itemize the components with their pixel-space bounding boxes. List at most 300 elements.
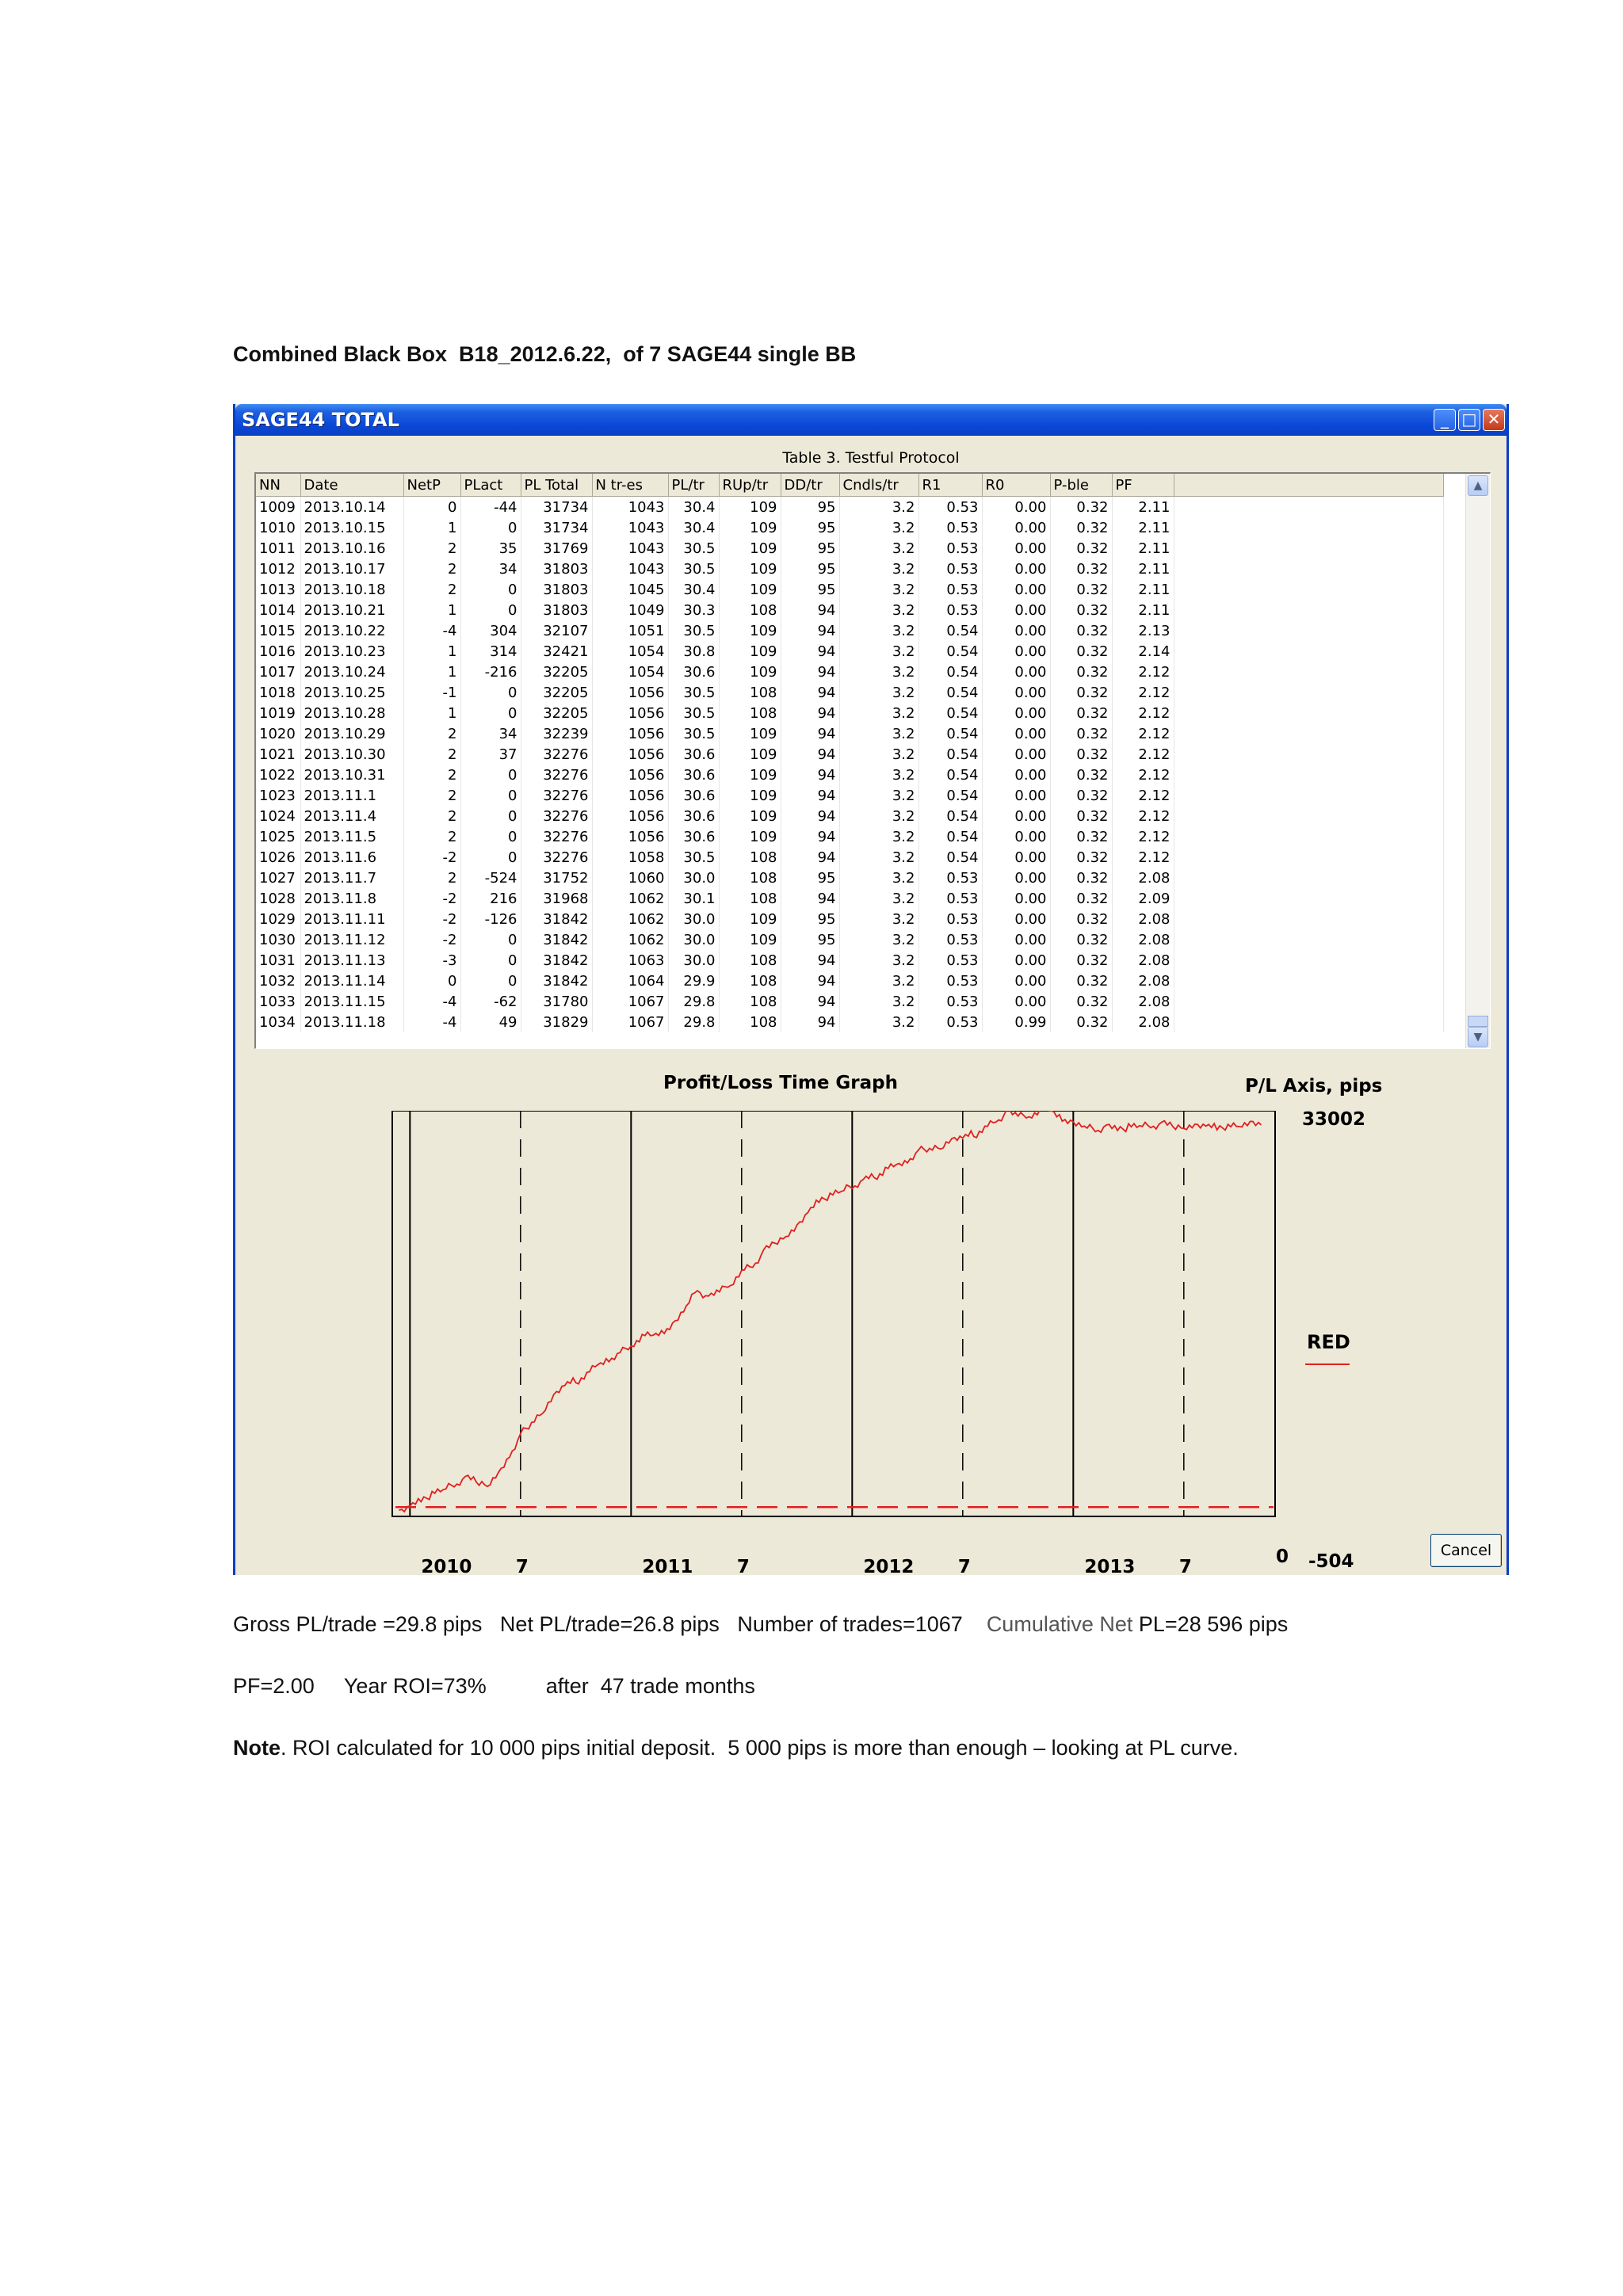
table-cell-filler <box>1174 682 1443 703</box>
table-cell: 94 <box>781 600 839 620</box>
table-cell-filler <box>1174 991 1443 1012</box>
table-cell-filler <box>1174 703 1443 723</box>
table-row[interactable] <box>256 806 1443 826</box>
table-cell: 0 <box>460 703 521 723</box>
table-cell: 2.12 <box>1112 847 1174 868</box>
table-cell: 2013.10.15 <box>300 517 403 538</box>
table-cell: 2.11 <box>1112 600 1174 620</box>
table-cell: 31842 <box>521 909 592 929</box>
table-cell: 2 <box>403 806 460 826</box>
table-cell: 94 <box>781 703 839 723</box>
table-cell: 0.32 <box>1050 620 1112 641</box>
column-header[interactable]: P-ble <box>1050 474 1112 497</box>
table-cell: 1033 <box>256 991 300 1012</box>
table-cell: 0.32 <box>1050 971 1112 991</box>
table-cell: 109 <box>719 806 781 826</box>
table-cell: 2.08 <box>1112 868 1174 888</box>
table-cell: 0.54 <box>918 744 982 765</box>
table-cell: 2.14 <box>1112 641 1174 662</box>
table-cell: 1056 <box>592 785 668 806</box>
table-row[interactable] <box>256 723 1443 744</box>
table-row[interactable] <box>256 929 1443 950</box>
table-cell-filler <box>1174 868 1443 888</box>
table-cell: 1023 <box>256 785 300 806</box>
table-cell: 3.2 <box>839 909 918 929</box>
table-cell: 30.5 <box>668 538 719 559</box>
table-cell: 2013.10.31 <box>300 765 403 785</box>
protocol-table[interactable] <box>254 472 1491 1049</box>
table-cell: 0.32 <box>1050 847 1112 868</box>
window-titlebar[interactable] <box>235 404 1507 436</box>
table-cell: 0 <box>460 847 521 868</box>
column-header[interactable]: Date <box>300 474 403 497</box>
column-header[interactable]: PL Total <box>521 474 592 497</box>
table-cell: 1056 <box>592 682 668 703</box>
table-cell: 2 <box>403 785 460 806</box>
table-cell: 30.8 <box>668 641 719 662</box>
table-row[interactable] <box>256 785 1443 806</box>
table-cell: 3.2 <box>839 847 918 868</box>
scroll-up-icon[interactable]: ▲ <box>1468 475 1488 496</box>
table-cell: 1013 <box>256 579 300 600</box>
table-cell: 0 <box>460 806 521 826</box>
table-cell: 2.08 <box>1112 929 1174 950</box>
table-cell: 0.32 <box>1050 744 1112 765</box>
table-cell: 3.2 <box>839 785 918 806</box>
table-cell: 0.99 <box>982 1012 1050 1032</box>
table-cell: 30.0 <box>668 950 719 971</box>
chart-title: Profit/Loss Time Graph <box>663 1073 899 1093</box>
column-header-filler <box>1174 474 1443 497</box>
table-cell: 32205 <box>521 703 592 723</box>
table-row[interactable] <box>256 1012 1443 1032</box>
table-row[interactable] <box>256 744 1443 765</box>
table-cell: 0.00 <box>982 517 1050 538</box>
table-cell: 2013.10.30 <box>300 744 403 765</box>
table-cell: 2013.11.4 <box>300 806 403 826</box>
table-row[interactable] <box>256 579 1443 600</box>
table-row[interactable] <box>256 826 1443 847</box>
table-cell: 32276 <box>521 785 592 806</box>
table-cell: 0.32 <box>1050 559 1112 579</box>
table-cell: 2013.11.18 <box>300 1012 403 1032</box>
table-cell: 2.12 <box>1112 723 1174 744</box>
table-cell: 0 <box>460 765 521 785</box>
table-cell-filler <box>1174 765 1443 785</box>
table-cell: 2 <box>403 744 460 765</box>
table-cell: 0.54 <box>918 620 982 641</box>
table-cell: 109 <box>719 744 781 765</box>
table-cell: 0.53 <box>918 888 982 909</box>
table-cell: 1024 <box>256 806 300 826</box>
table-cell: 94 <box>781 641 839 662</box>
table-cell: 3.2 <box>839 971 918 991</box>
table-cell: 1056 <box>592 806 668 826</box>
table-cell: 94 <box>781 620 839 641</box>
note-line <box>233 1736 1239 1760</box>
table-cell: 2.12 <box>1112 806 1174 826</box>
table-cell: 94 <box>781 950 839 971</box>
table-cell: 1067 <box>592 1012 668 1032</box>
scroll-down-icon[interactable]: ▼ <box>1468 1027 1488 1047</box>
table-cell: 3.2 <box>839 950 918 971</box>
table-cell: 0.54 <box>918 682 982 703</box>
table-cell: 1045 <box>592 579 668 600</box>
table-cell: 109 <box>719 538 781 559</box>
column-header[interactable]: R1 <box>918 474 982 497</box>
table-cell: 94 <box>781 826 839 847</box>
cancel-button[interactable]: Cancel <box>1430 1534 1502 1567</box>
x-tick-label: 7 <box>957 1557 971 1577</box>
table-cell: 0.32 <box>1050 723 1112 744</box>
x-tick-label: 7 <box>515 1557 529 1577</box>
table-cell: 3.2 <box>839 497 918 518</box>
table-cell: 95 <box>781 517 839 538</box>
table-cell: 30.6 <box>668 744 719 765</box>
table-cell: 0.00 <box>982 600 1050 620</box>
table-cell: 0.00 <box>982 682 1050 703</box>
table-cell: 0.00 <box>982 538 1050 559</box>
table-scrollbar[interactable] <box>1465 474 1490 1048</box>
table-row[interactable] <box>256 909 1443 929</box>
table-cell: 3.2 <box>839 991 918 1012</box>
table-cell: 3.2 <box>839 765 918 785</box>
table-cell: 0.00 <box>982 991 1050 1012</box>
table-row[interactable] <box>256 971 1443 991</box>
table-cell: 109 <box>719 641 781 662</box>
table-cell: 0.32 <box>1050 888 1112 909</box>
table-cell: 1027 <box>256 868 300 888</box>
table-cell: 0.00 <box>982 929 1050 950</box>
table-cell: 95 <box>781 579 839 600</box>
table-cell: 1043 <box>592 559 668 579</box>
table-cell: 1064 <box>592 971 668 991</box>
table-row[interactable] <box>256 641 1443 662</box>
table-row[interactable] <box>256 620 1443 641</box>
table-cell: 0 <box>403 497 460 518</box>
table-cell: 1062 <box>592 909 668 929</box>
table-caption: Table 3. Testful Protocol <box>782 449 960 467</box>
table-cell: 0 <box>460 929 521 950</box>
x-tick-label: 7 <box>1178 1557 1192 1577</box>
table-cell: 31734 <box>521 517 592 538</box>
table-cell: 29.9 <box>668 971 719 991</box>
table-cell-filler <box>1174 641 1443 662</box>
column-header[interactable]: NetP <box>403 474 460 497</box>
table-cell: 2013.11.12 <box>300 929 403 950</box>
table-cell: 2 <box>403 826 460 847</box>
table-cell: 1043 <box>592 538 668 559</box>
cumulative-label: Cumulative Net <box>986 1612 1139 1636</box>
table-cell: 3.2 <box>839 682 918 703</box>
table-cell: 0.00 <box>982 662 1050 682</box>
table-cell: 0.00 <box>982 620 1050 641</box>
table-cell: 3.2 <box>839 806 918 826</box>
x-tick-label: 7 <box>736 1557 750 1577</box>
table-cell: 109 <box>719 929 781 950</box>
table-cell: 94 <box>781 785 839 806</box>
table-cell: -2 <box>403 909 460 929</box>
table-cell: 0 <box>403 971 460 991</box>
table-cell: 3.2 <box>839 723 918 744</box>
table-cell: 1058 <box>592 847 668 868</box>
table-cell: 0.00 <box>982 744 1050 765</box>
table-cell: 1010 <box>256 517 300 538</box>
table-cell: 0.00 <box>982 909 1050 929</box>
maximize-icon[interactable]: □ <box>1458 409 1480 431</box>
table-cell: 0.32 <box>1050 579 1112 600</box>
table-cell-filler <box>1174 662 1443 682</box>
table-cell: 304 <box>460 620 521 641</box>
table-cell: 0.00 <box>982 826 1050 847</box>
table-cell: 1051 <box>592 620 668 641</box>
table-cell: 1031 <box>256 950 300 971</box>
table-cell: 1014 <box>256 600 300 620</box>
column-header[interactable]: Cndls/tr <box>839 474 918 497</box>
table-cell: 2013.11.11 <box>300 909 403 929</box>
table-cell: 2013.10.22 <box>300 620 403 641</box>
table-cell: 108 <box>719 971 781 991</box>
table-cell: 2 <box>403 538 460 559</box>
table-cell: 0.53 <box>918 971 982 991</box>
pl-chart <box>386 1111 1277 1523</box>
table-cell: 0.00 <box>982 971 1050 991</box>
table-row[interactable] <box>256 682 1443 703</box>
table-cell: 0.53 <box>918 1012 982 1032</box>
table-row[interactable] <box>256 847 1443 868</box>
table-cell-filler <box>1174 620 1443 641</box>
table-cell: 1032 <box>256 971 300 991</box>
table-cell: 3.2 <box>839 620 918 641</box>
table-cell: 1056 <box>592 744 668 765</box>
column-header[interactable]: RUp/tr <box>719 474 781 497</box>
column-header[interactable]: N tr-es <box>592 474 668 497</box>
table-cell: 1022 <box>256 765 300 785</box>
table-cell-filler <box>1174 806 1443 826</box>
table-row[interactable] <box>256 600 1443 620</box>
table-cell: 30.6 <box>668 806 719 826</box>
table-cell: 0 <box>460 971 521 991</box>
table-cell-filler <box>1174 847 1443 868</box>
table-cell: 37 <box>460 744 521 765</box>
table-cell: 94 <box>781 723 839 744</box>
table-cell: 3.2 <box>839 579 918 600</box>
table-cell: 2.12 <box>1112 682 1174 703</box>
table-cell: 109 <box>719 765 781 785</box>
table-row[interactable] <box>256 703 1443 723</box>
table-cell: 31803 <box>521 559 592 579</box>
table-cell: 0.32 <box>1050 806 1112 826</box>
table-cell: 0.32 <box>1050 868 1112 888</box>
table-cell-filler <box>1174 1012 1443 1032</box>
table-cell: 0.54 <box>918 806 982 826</box>
table-cell: 94 <box>781 744 839 765</box>
table-cell: 2013.11.7 <box>300 868 403 888</box>
sage44-window <box>233 404 1509 1575</box>
table-cell: 0.00 <box>982 888 1050 909</box>
table-cell: 2.08 <box>1112 950 1174 971</box>
table-row[interactable] <box>256 868 1443 888</box>
table-cell: 31968 <box>521 888 592 909</box>
table-cell: 32239 <box>521 723 592 744</box>
column-header[interactable]: PL/tr <box>668 474 719 497</box>
table-cell: -4 <box>403 991 460 1012</box>
window-title: SAGE44 TOTAL <box>242 409 399 431</box>
table-cell: 3.2 <box>839 703 918 723</box>
table-cell: 95 <box>781 909 839 929</box>
x-tick-label: 2011 <box>642 1557 693 1577</box>
table-cell: 3.2 <box>839 641 918 662</box>
table-cell: 0 <box>460 785 521 806</box>
table-cell: 31842 <box>521 950 592 971</box>
table-cell: -1 <box>403 682 460 703</box>
y-max-label: 33002 <box>1302 1109 1366 1130</box>
table-row[interactable] <box>256 497 1443 518</box>
table-cell: -3 <box>403 950 460 971</box>
table-cell: 2013.10.23 <box>300 641 403 662</box>
table-cell: 109 <box>719 662 781 682</box>
column-header[interactable]: NN <box>256 474 300 497</box>
table-cell-filler <box>1174 579 1443 600</box>
table-cell: 30.5 <box>668 703 719 723</box>
table-cell: 2013.11.14 <box>300 971 403 991</box>
legend-line <box>1305 1363 1350 1365</box>
table-cell: 2013.11.15 <box>300 991 403 1012</box>
column-header[interactable]: PLact <box>460 474 521 497</box>
table-cell: 31842 <box>521 929 592 950</box>
table-cell: 94 <box>781 991 839 1012</box>
table-cell: 31803 <box>521 600 592 620</box>
table-cell: 30.6 <box>668 662 719 682</box>
table-cell: 1 <box>403 703 460 723</box>
table-cell: -2 <box>403 888 460 909</box>
table-row[interactable] <box>256 888 1443 909</box>
table-cell: 30.4 <box>668 497 719 518</box>
table-row[interactable] <box>256 950 1443 971</box>
table-row[interactable] <box>256 662 1443 682</box>
table-cell: 0.32 <box>1050 600 1112 620</box>
table-cell: 2013.10.16 <box>300 538 403 559</box>
table-cell: 0.53 <box>918 559 982 579</box>
table-cell: 32276 <box>521 744 592 765</box>
table-cell: 31803 <box>521 579 592 600</box>
table-cell: 1043 <box>592 517 668 538</box>
table-cell: 1056 <box>592 703 668 723</box>
table-cell: -2 <box>403 847 460 868</box>
table-cell-filler <box>1174 723 1443 744</box>
table-cell: 2013.11.13 <box>300 950 403 971</box>
table-cell: 1043 <box>592 497 668 518</box>
table-cell: 1054 <box>592 662 668 682</box>
table-cell: 94 <box>781 682 839 703</box>
table-cell: 0.54 <box>918 785 982 806</box>
table-cell: 109 <box>719 723 781 744</box>
table-cell: 31769 <box>521 538 592 559</box>
table-row[interactable] <box>256 991 1443 1012</box>
table-cell: 34 <box>460 559 521 579</box>
table-cell: 2.11 <box>1112 559 1174 579</box>
gross-net-text: Gross PL/trade =29.8 pips Net PL/trade=26.8 pips Number of trades=1067 <box>233 1612 987 1636</box>
table-cell: 0.00 <box>982 785 1050 806</box>
table-cell: 0.00 <box>982 950 1050 971</box>
column-header[interactable]: PF <box>1112 474 1174 497</box>
table-row[interactable] <box>256 559 1443 579</box>
table-cell: 108 <box>719 1012 781 1032</box>
close-icon[interactable]: ✕ <box>1483 409 1505 431</box>
table-cell: 2.12 <box>1112 826 1174 847</box>
table-cell-filler <box>1174 744 1443 765</box>
table-cell: 30.4 <box>668 579 719 600</box>
table-cell: 108 <box>719 682 781 703</box>
table-row[interactable] <box>256 538 1443 559</box>
column-header[interactable]: R0 <box>982 474 1050 497</box>
table-cell: 109 <box>719 826 781 847</box>
table-cell: 109 <box>719 517 781 538</box>
table-cell: 94 <box>781 888 839 909</box>
table-cell: 0.54 <box>918 662 982 682</box>
table-cell: 32421 <box>521 641 592 662</box>
table-cell: 0.32 <box>1050 538 1112 559</box>
table-cell-filler <box>1174 600 1443 620</box>
table-cell: 94 <box>781 1012 839 1032</box>
table-cell: 0 <box>460 517 521 538</box>
table-cell: 1 <box>403 662 460 682</box>
table-cell: 34 <box>460 723 521 744</box>
table-cell: 0.54 <box>918 826 982 847</box>
table-cell: -4 <box>403 620 460 641</box>
summary-line-2: PF=2.00 Year ROI=73% after 47 trade months <box>233 1674 755 1698</box>
table-cell: 1 <box>403 641 460 662</box>
table-cell-filler <box>1174 826 1443 847</box>
minimize-icon[interactable]: _ <box>1434 409 1456 431</box>
table-cell: 216 <box>460 888 521 909</box>
table-cell: 95 <box>781 868 839 888</box>
table-cell: 3.2 <box>839 929 918 950</box>
table-cell: 2 <box>403 559 460 579</box>
scroll-thumb[interactable] <box>1468 1016 1488 1027</box>
x-tick-label: 2012 <box>863 1557 915 1577</box>
table-cell: 31734 <box>521 497 592 518</box>
table-cell: 1028 <box>256 888 300 909</box>
table-cell: 95 <box>781 497 839 518</box>
table-cell: 94 <box>781 971 839 991</box>
note-text: . ROI calculated for 10 000 pips initial deposit. 5 000 pips is more than enough – looking at PL curve. <box>281 1736 1239 1760</box>
table-cell: 3.2 <box>839 517 918 538</box>
table-cell: 108 <box>719 991 781 1012</box>
table-row[interactable] <box>256 517 1443 538</box>
table-cell-filler <box>1174 497 1443 518</box>
table-cell: 2013.10.24 <box>300 662 403 682</box>
table-cell: 30.5 <box>668 559 719 579</box>
table-cell: 0.53 <box>918 579 982 600</box>
column-header[interactable]: DD/tr <box>781 474 839 497</box>
table-cell: -44 <box>460 497 521 518</box>
table-cell: 1 <box>403 517 460 538</box>
table-cell: 1029 <box>256 909 300 929</box>
protocol-grid[interactable] <box>256 474 1444 1032</box>
table-cell: 30.5 <box>668 847 719 868</box>
table-cell: 0.54 <box>918 723 982 744</box>
table-cell: 3.2 <box>839 826 918 847</box>
table-cell: 0.32 <box>1050 991 1112 1012</box>
table-row[interactable] <box>256 765 1443 785</box>
table-cell: 3.2 <box>839 538 918 559</box>
table-cell: 2.12 <box>1112 744 1174 765</box>
table-cell: 0.53 <box>918 868 982 888</box>
table-cell-filler <box>1174 517 1443 538</box>
table-cell: 0.32 <box>1050 1012 1112 1032</box>
table-cell: 109 <box>719 579 781 600</box>
